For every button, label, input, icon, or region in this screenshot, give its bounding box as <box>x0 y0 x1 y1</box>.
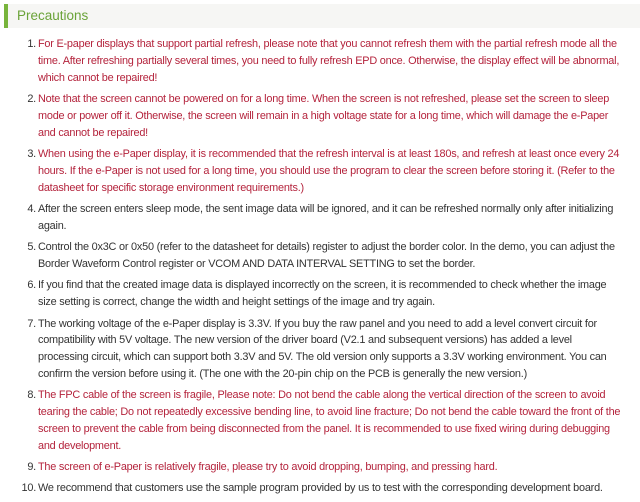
item-number: 1. <box>27 38 36 50</box>
item-number: 4. <box>27 202 36 215</box>
item-number: 7. <box>27 317 36 330</box>
list-item <box>27 277 622 311</box>
accent-bar <box>4 4 8 28</box>
item-number: 8. <box>27 389 36 402</box>
list-item <box>27 459 622 476</box>
section-header <box>4 4 640 28</box>
item-text: For E-paper displays that support partial refresh, please note that you cannot refresh them with the partial refresh mode all the time. After refreshing partially several times, you need to fully refresh EPD once. Otherwise, the display effect will be abnormal, which cannot be repaired! <box>38 38 620 84</box>
item-number: 10. <box>21 482 36 495</box>
list-item <box>27 201 622 235</box>
item-number: 5. <box>27 241 36 254</box>
section-title: Precautions <box>17 8 89 23</box>
list-item <box>27 239 622 273</box>
item-number: 9. <box>27 461 36 474</box>
item-number: 2. <box>27 92 36 105</box>
item-number: 3. <box>27 147 36 160</box>
item-text: If you find that the created image data is displayed incorrectly on the screen, it is recommended to check whether the image size setting is correct, change the width and height settings of the image and try again. <box>38 279 607 309</box>
list-item <box>21 480 622 497</box>
list-item <box>27 146 622 196</box>
list-item <box>27 91 622 141</box>
item-text: Control the 0x3C or 0x50 (refer to the datasheet for details) register to adjust the border color. In the demo, you can adjust the Border Waveform Control register or VCOM AND DATA INTERVAL SETTING to set the border. <box>38 241 615 270</box>
list-item <box>27 316 622 383</box>
item-text: Note that the screen cannot be powered on for a long time. When the screen is not refreshed, please set the screen to sleep mode or power off it. Otherwise, the screen will remain in a high voltage state for a long time, which will damage the e-Paper and cannot be repaired! <box>38 92 610 139</box>
item-text: The screen of e-Paper is relatively fragile, please try to avoid dropping, bumping, and pressing hard. <box>38 461 498 474</box>
item-text: We recommend that customers use the sample program provided by us to test with the corresponding development board. <box>38 482 603 495</box>
item-text: The working voltage of the e-Paper display is 3.3V. If you buy the raw panel and you need to add a level convert circuit for compatibility with 5V voltage. The new version of the driver board (V2.1 and subsequent versions) has added a level processing circuit, which can support both 3.3V and 5V. The old version only supports a 3.3V working environment. You can confirm the version before using it. (The one with the 20-pin chip on the PCB is generally the new version.) <box>38 317 607 380</box>
item-text: When using the e-Paper display, it is recommended that the refresh interval is at least 180s, and refresh at least once every 24 hours. If the e-Paper is not used for a long time, you should use the program to clear the screen before storing it. (Refer to the datasheet for specific storage environment requirements.) <box>38 147 620 194</box>
item-text: The FPC cable of the screen is fragile, Please note: Do not bend the cable along the vertical direction of the screen to avoid tearing the cable; Do not repeatedly excessive bending line, to avoid line fracture; Do not bend the cable toward the front of the screen to prevent the cable from being disconnected from the panel. It is recommended to use fixed wiring during debugging and development. <box>38 389 621 452</box>
list-item <box>27 387 622 454</box>
item-text: After the screen enters sleep mode, the sent image data will be ignored, and it can be refreshed normally only after initializing again. <box>38 202 614 232</box>
item-number: 6. <box>27 279 36 292</box>
precautions-list <box>0 36 622 502</box>
list-item <box>27 36 622 86</box>
